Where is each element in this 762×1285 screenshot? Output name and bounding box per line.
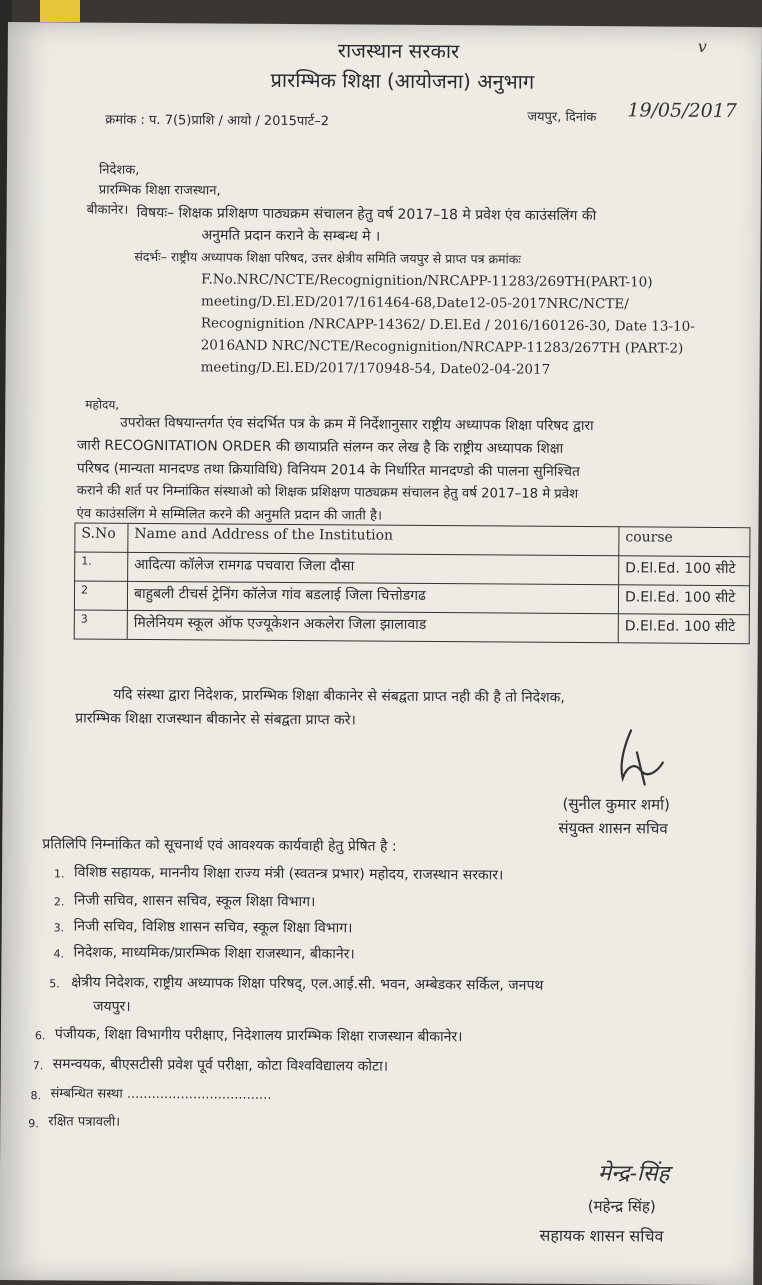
copy-item-2: निजी सचिव, शासन सचिव, स्कूल शिक्षा विभाग। (73, 892, 316, 911)
salutation: महोदय, (85, 397, 120, 412)
reference-line-4: Recognignition /NRCAPP-14362/ D.El.Ed / 2016/160126-30, Date 13-10- (200, 315, 695, 335)
body-line-3: परिषद (मान्यता मानदण्ड तथा क्रियाविधि) विनियम 2014 के निर्धारित मानदण्डो की पालना सुनिश्चित (76, 460, 580, 481)
subject-line-2: अनुमति प्रदान कराने के सम्बन्ध मे । (201, 227, 381, 245)
table-header-row (75, 523, 750, 557)
body-line-4: कराने की शर्त पर निम्नांकित संस्थाओ को शिक्षक प्रशिक्षण पाठ्यक्रम संचालन हेतु वर्ष 2017–18 मे प्रवेश (76, 483, 579, 502)
header-sno: S.No (75, 523, 128, 552)
table-row (75, 552, 750, 586)
signatory2-title: सहायक शासन सचिव (539, 1225, 664, 1246)
signature-2-handwritten: मेन्द्र-सिंह (597, 1161, 670, 1187)
row-sno: 2 (74, 581, 127, 610)
header-course: course (619, 527, 750, 557)
government-heading: राजस्थान सरकार (337, 38, 460, 64)
department-heading: प्रारम्भिक शिक्षा (आयोजना) अनुभाग (270, 67, 535, 94)
signatory1-name: (सुनील कुमार शर्मा) (562, 794, 670, 814)
copy-item-1: विशिष्ठ सहायक, माननीय शिक्षा राज्य मंत्री (स्वतन्त्र प्रभार) महोदय, राजस्थान सरकार। (74, 864, 504, 884)
subject-line-1: विषयः– शिक्षक प्रशिक्षण पाठ्यक्रम संचालन हेतु वर्ष 2017–18 मे प्रवेश एंव काउंसलिंग की (136, 204, 597, 225)
place-date-label: जयपुर, दिनांक (527, 109, 597, 126)
addressee-line-3: बीकानेर। (86, 202, 129, 218)
copy-num-2: 2. (53, 895, 65, 909)
reference-line-6: meeting/D.El.ED/2017/170948-54, Date02-04-2017 (200, 359, 551, 378)
table-row (74, 610, 749, 644)
copy-num-9: 9. (28, 1117, 39, 1131)
addressee-line-2: प्रारम्भिक शिक्षा राजस्थान, (98, 182, 221, 199)
reference-line-5: 2016AND NRC/NCTE/Recognignition/NRCAPP-11283/267TH (PART-2) (200, 337, 684, 357)
note-line-2: प्रारम्भिक शिक्षा राजस्थान बीकानेर से संबद्वता प्राप्त करे। (75, 710, 356, 729)
body-line-5: एंव काउंसलिंग मे सम्मिलित करने की अनुमति प्रदान की जाती है। (76, 506, 383, 524)
institutions-table (74, 522, 751, 644)
corner-mark: v (697, 36, 707, 56)
copy-num-7: 7. (32, 1059, 44, 1073)
row-institution: आदित्या कॉलेज रामगढ पचवारा जिला दौसा (128, 552, 619, 584)
signatory2-name: (महेन्द्र सिंह) (587, 1197, 656, 1216)
copy-item-6: पंजीयक, शिक्षा विभागीय परीक्षाए, निदेशालय प्रारम्भिक शिक्षा राजस्थान बीकानेर। (54, 1026, 463, 1046)
row-course: D.El.Ed. 100 सीटे (618, 585, 749, 615)
table-row (74, 581, 749, 615)
document-page (0, 22, 762, 1285)
signature-1 (601, 722, 681, 793)
row-sno: 3 (74, 610, 127, 639)
copy-num-6: 6. (34, 1029, 46, 1043)
copy-item-3: निजी सचिव, विशिष्ठ शासन सचिव, स्कूल शिक्षा विभाग। (73, 918, 353, 937)
copy-num-3: 3. (53, 921, 65, 935)
copy-num-5: 5. (49, 977, 60, 991)
background-object (40, 0, 80, 22)
copy-item-8: संम्बन्धित सस्था ................................... (50, 1086, 272, 1103)
copy-item-5-cont: जयपुर। (93, 998, 131, 1015)
row-course: D.El.Ed. 100 सीटे (618, 614, 749, 644)
row-course: D.El.Ed. 100 सीटे (619, 556, 750, 586)
copy-item-9: रक्षित पत्रावली। (48, 1114, 121, 1130)
row-institution: बाहुबली टीचर्स ट्रेनिंग कॉलेज गांव बडलाई जिला चित्तोडगढ (127, 581, 618, 613)
ref-number: क्रमांक : प. 7(5)प्राशि / आयो / 2015पार्ट–2 (105, 112, 330, 130)
header-institution: Name and Address of the Institution (128, 523, 619, 555)
signatory1-title: संयुक्त शासन सचिव (558, 818, 668, 838)
copy-num-8: 8. (30, 1089, 42, 1103)
body-line-1: उपरोक्त विषयान्तर्गत एंव संदर्भित पत्र के क्रम में निर्देशानुसार राष्ट्रीय अध्यापक शिक्षा परिषद द्वारा (120, 414, 594, 435)
body-line-2: जारी RECOGNITATION ORDER की छायाप्रति संलग्न कर लेख है कि राष्ट्रीय अध्यापक शिक्षा (76, 437, 564, 457)
reference-line-2: F.No.NRC/NCTE/Recognignition/NRCAPP-11283/269TH(PART-10) (201, 271, 653, 291)
addressee-line-1: निदेशक, (98, 162, 140, 178)
copy-item-5: क्षेत्रीय निदेशक, राष्ट्रीय अध्यापक शिक्षा परिषद्, एल.आई.सी. भवन, अम्बेडकर सर्किल, जनपथ (71, 974, 544, 994)
row-institution: मिलेनियम स्कूल ऑफ एज्यूकेशन अकलेरा जिला झालावाड (127, 610, 618, 642)
reference-line-1: संदर्भः– राष्ट्रीय अध्यापक शिक्षा परिषद, उत्तर क्षेत्रीय समिति जयपुर से प्राप्त पत्र क्रमांकः (134, 248, 521, 267)
copy-item-7: समन्वयक, बीएसटीसी प्रवेश पूर्व परीक्षा, कोटा विश्वविद्यालय कोटा। (52, 1056, 389, 1075)
row-sno: 1. (75, 552, 128, 581)
reference-line-3: meeting/D.El.ED/2017/161464-68,Date12-05-2017NRC/NCTE/ (200, 293, 629, 313)
copy-intro: प्रतिलिपि निम्नांकित को सूचनार्थ एवं आवश्यक कार्यवाही हेतु प्रेषित है : (42, 836, 397, 855)
copy-num-1: 1. (54, 867, 65, 881)
date-handwritten: 19/05/2017 (627, 99, 737, 123)
copy-num-4: 4. (53, 947, 65, 961)
note-line-1: यदि संस्था द्वारा निदेशक, प्रारम्भिक शिक्षा बीकानेर से संबद्वता प्राप्त नही की है तो निदेशक, (113, 686, 565, 706)
copy-item-4: निदेशक, माध्यमिक/प्रारम्भिक शिक्षा राजस्थान, बीकानेर। (73, 944, 355, 963)
